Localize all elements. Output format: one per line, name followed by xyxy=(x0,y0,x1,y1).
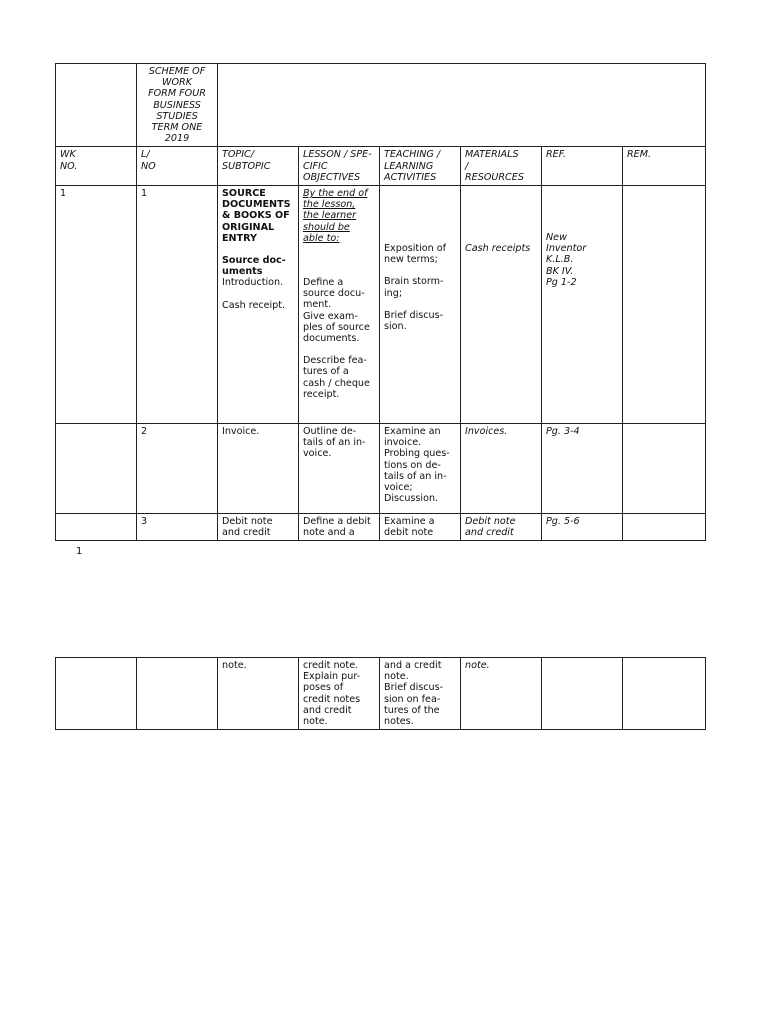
page-number: 1 xyxy=(76,546,83,557)
rem-cell xyxy=(623,186,706,424)
header-teaching xyxy=(380,147,461,186)
text-line: STUDIES xyxy=(156,110,198,122)
text-line: ACTIVITIES xyxy=(384,171,437,183)
text-line: NO xyxy=(141,160,156,172)
rem-cell xyxy=(623,514,706,541)
text-line: the lesson, xyxy=(303,199,356,211)
text-line: & BOOKS OF xyxy=(222,210,290,222)
text-line: note. xyxy=(222,660,247,671)
ref-cell xyxy=(542,514,623,541)
text-line: note and a xyxy=(303,527,355,539)
materials-text xyxy=(465,243,537,254)
text-line: tures of a xyxy=(303,366,349,378)
topic-heading xyxy=(222,188,294,244)
text-line: should be xyxy=(303,221,350,233)
ref-text xyxy=(546,232,618,288)
text-line: WK xyxy=(60,149,76,161)
text-line: L/ xyxy=(141,149,150,161)
text-line: TOPIC/ xyxy=(222,149,254,161)
text-line: Invoices. xyxy=(465,426,508,438)
text-line: ing; xyxy=(384,287,403,299)
topic-cell xyxy=(218,658,299,730)
topic-cell xyxy=(218,186,299,424)
text-line: Explain pur- xyxy=(303,671,361,683)
table-row xyxy=(56,186,706,424)
text-line: Discussion. xyxy=(384,493,439,505)
text-line: notes. xyxy=(384,716,414,728)
text-line: New xyxy=(546,232,567,244)
text-line: Pg 1-2 xyxy=(546,276,577,288)
text-line: NO. xyxy=(60,160,78,172)
text-line: note. xyxy=(303,716,328,728)
materials-cell xyxy=(461,658,542,730)
text-line: new terms; xyxy=(384,254,438,266)
text-line: LEARNING xyxy=(384,160,434,172)
text-line: tures of the xyxy=(384,704,440,716)
text-line: Brief discus- xyxy=(384,309,444,321)
text-line: SUBTOPIC xyxy=(222,160,271,172)
objectives-b xyxy=(303,355,375,400)
rem-cell xyxy=(623,658,706,730)
text-line: MATERIALS xyxy=(465,149,519,161)
topic-cell xyxy=(218,424,299,514)
text-line: Source doc- xyxy=(222,255,286,267)
text-line: Debit note xyxy=(222,516,273,528)
blank-cell xyxy=(56,64,137,147)
text-line: RESOURCES xyxy=(465,171,524,183)
text-line: voice; xyxy=(384,482,413,494)
objectives-cell xyxy=(299,514,380,541)
ref-cell xyxy=(542,658,623,730)
header-materials xyxy=(461,147,542,186)
text-line: Introduction. xyxy=(222,277,284,289)
materials-cell xyxy=(461,186,542,424)
text-line: credit note. xyxy=(303,660,359,671)
text-line: Give exam- xyxy=(303,310,358,322)
text-line: K.L.B. xyxy=(546,254,574,266)
text-line: ples of source xyxy=(303,321,370,333)
objectives-cell xyxy=(299,186,380,424)
text-line: Cash receipt. xyxy=(222,299,286,311)
text-line: sion on fea- xyxy=(384,693,441,705)
text-line: LESSON / SPE- xyxy=(303,149,372,161)
header-row xyxy=(56,147,706,186)
text-line: Brief discus- xyxy=(384,682,444,694)
ref-cell xyxy=(542,424,623,514)
table-row xyxy=(56,514,706,541)
subtopic-intro xyxy=(222,277,294,288)
text-line: FORM FOUR xyxy=(148,88,206,100)
text-line: / xyxy=(465,160,469,172)
table-row xyxy=(56,658,706,730)
wk-cell xyxy=(56,424,137,514)
text-line: SCHEME OF xyxy=(148,66,206,77)
text-line: receipt. xyxy=(303,388,340,400)
text-line: the learner xyxy=(303,210,357,222)
text-line: invoice. xyxy=(384,437,422,449)
title-row xyxy=(56,64,706,147)
text-line: uments xyxy=(222,266,263,278)
text-line: Cash receipts xyxy=(465,243,531,255)
header-topic xyxy=(218,147,299,186)
text-line: Describe fea- xyxy=(303,355,367,367)
text-line: tions on de- xyxy=(384,459,441,471)
header-wk xyxy=(56,147,137,186)
scheme-table-continued xyxy=(55,657,706,730)
text-line: SOURCE xyxy=(222,188,266,200)
activities-cell xyxy=(380,424,461,514)
text-line: Examine a xyxy=(384,516,435,528)
header-rem: REM. xyxy=(623,147,706,186)
text-line: Inventor xyxy=(546,243,587,255)
text-line: Pg. 3-4 xyxy=(546,426,580,438)
title-blank-cell xyxy=(218,64,706,147)
text-line: note. xyxy=(465,660,490,671)
topic-cell xyxy=(218,514,299,541)
text-line: Debit note xyxy=(465,516,516,528)
wk-cell xyxy=(56,514,137,541)
text-line: 2019 xyxy=(164,133,190,145)
text-line: BK IV. xyxy=(546,265,574,277)
text-line: ment. xyxy=(303,299,332,311)
activities-b xyxy=(384,276,456,298)
text-line: sion. xyxy=(384,321,407,333)
text-line: tails of an in- xyxy=(303,437,366,449)
text-line: tails of an in- xyxy=(384,470,447,482)
rem-cell xyxy=(623,424,706,514)
header-lesson xyxy=(299,147,380,186)
text-line: Examine an xyxy=(384,426,441,438)
text-line: and credit xyxy=(465,527,514,539)
text-line: ORIGINAL xyxy=(222,221,275,233)
text-line: Define a debit xyxy=(303,516,371,528)
activities-cell xyxy=(380,186,461,424)
text-line: Define a xyxy=(303,277,344,289)
text-line: CIFIC xyxy=(303,160,328,172)
text-line: Exposition of xyxy=(384,243,447,255)
wk-cell xyxy=(56,658,137,730)
table-row xyxy=(56,424,706,514)
text-line: TEACHING / xyxy=(384,149,441,161)
text-line: poses of xyxy=(303,682,344,694)
text-line: Brain storm- xyxy=(384,276,444,288)
text-line: WORK xyxy=(162,77,192,89)
text-line: Invoice. xyxy=(222,426,260,438)
activities-cell xyxy=(380,514,461,541)
wk-cell: 1 xyxy=(56,186,137,424)
subtopic-heading xyxy=(222,255,294,277)
text-line: By the end of xyxy=(303,188,368,200)
activities-cell xyxy=(380,658,461,730)
text-line: note. xyxy=(384,671,409,683)
text-line: Outline de- xyxy=(303,426,357,438)
ref-cell xyxy=(542,186,623,424)
activities-a xyxy=(384,243,456,265)
materials-cell xyxy=(461,424,542,514)
text-line: Pg. 5-6 xyxy=(546,516,580,528)
objectives-cell xyxy=(299,424,380,514)
text-line: BUSINESS xyxy=(153,99,201,111)
activities-c xyxy=(384,310,456,332)
text-line: debit note xyxy=(384,527,434,539)
materials-cell xyxy=(461,514,542,541)
text-line: source docu- xyxy=(303,288,365,300)
scheme-table xyxy=(55,63,706,541)
lno-cell: 2 xyxy=(137,424,218,514)
objective-intro xyxy=(303,188,375,244)
header-lno xyxy=(137,147,218,186)
text-line: ENTRY xyxy=(222,232,257,244)
text-line: able to: xyxy=(303,232,340,244)
scheme-title xyxy=(137,64,218,147)
text-line: cash / cheque xyxy=(303,377,370,389)
subtopic-cash xyxy=(222,300,294,311)
header-ref: REF. xyxy=(542,147,623,186)
text-line: Probing ques- xyxy=(384,448,450,460)
text-line: and credit xyxy=(303,704,352,716)
lno-cell: 1 xyxy=(137,186,218,424)
text-line: and credit xyxy=(222,527,271,539)
text-line: documents. xyxy=(303,333,360,345)
text-line: voice. xyxy=(303,448,332,460)
objectives-a xyxy=(303,277,375,344)
lno-cell: 3 xyxy=(137,514,218,541)
objectives-cell xyxy=(299,658,380,730)
text-line: credit notes xyxy=(303,693,361,705)
text-line: TERM ONE xyxy=(151,122,203,134)
text-line: OBJECTIVES xyxy=(303,171,361,183)
text-line: and a credit xyxy=(384,660,442,671)
text-line: DOCUMENTS xyxy=(222,199,291,211)
lno-cell xyxy=(137,658,218,730)
